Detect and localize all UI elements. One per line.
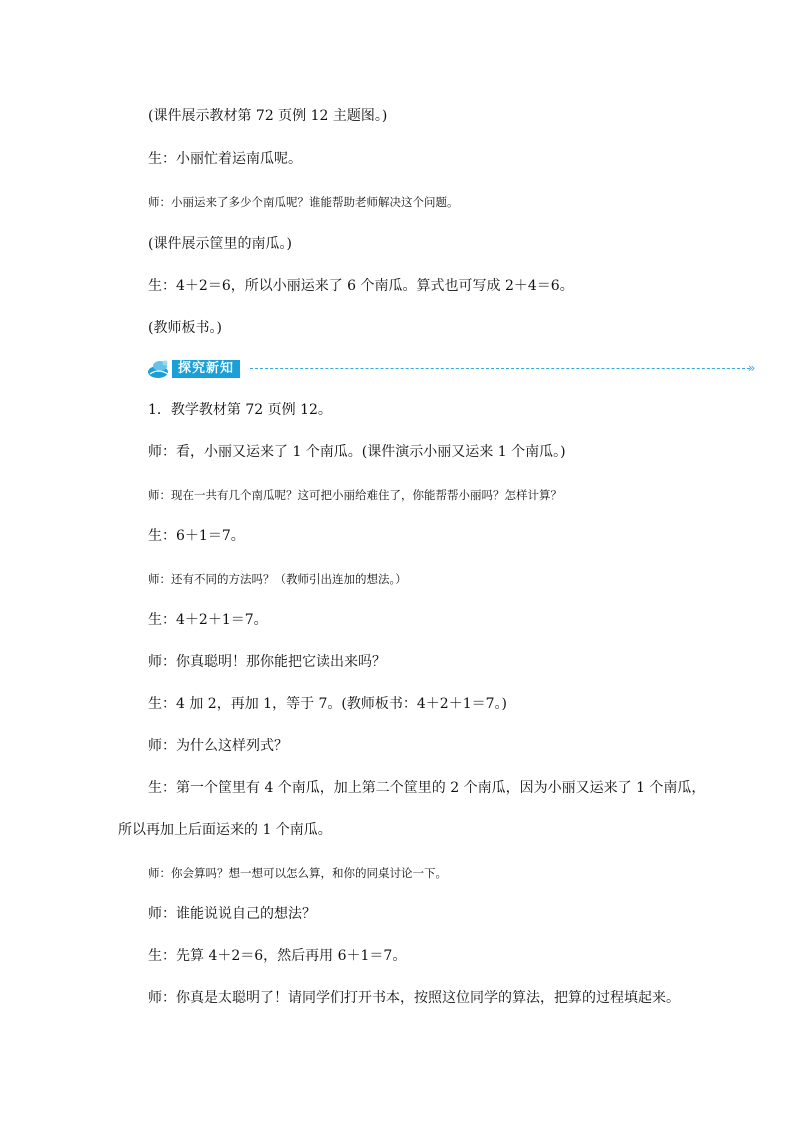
paragraph-teacher-how-many: 师：现在一共有几个南瓜呢？这可把小丽给难住了，你能帮帮小丽吗？怎样计算？ (148, 488, 562, 502)
paragraph-courseware-basket: (课件展示筐里的南瓜。) (148, 236, 292, 252)
paragraph-student-six-plus-one: 生：6＋1＝7。 (148, 528, 245, 544)
paragraph-teacher-ideas: 师：谁能说说自己的想法？ (148, 906, 316, 922)
paragraph-courseware-theme: (课件展示教材第 72 页例 12 主题图。) (148, 108, 388, 124)
paragraph-teacher-discuss: 师：你会算吗？想一想可以怎么算，和你的同桌讨论一下。 (148, 866, 447, 880)
paragraph-teacher-praise: 师：你真是太聪明了！请同学们打开书本，按照这位同学的算法，把算的过程填起来。 (148, 990, 680, 1006)
paragraph-student-explain: 生：第一个筐里有 4 个南瓜，加上第二个筐里的 2 个南瓜，因为小丽又运来了 1 个南瓜， (148, 780, 706, 796)
section-banner (146, 357, 756, 381)
section-divider (250, 368, 750, 369)
paragraph-teacher-why: 师：为什么这样列式？ (148, 738, 288, 754)
paragraph-student-answer: 生：小丽忙着运南瓜呢。 (148, 151, 302, 167)
paragraph-student-method: 生：先算 4＋2＝6，然后再用 6＋1＝7。 (148, 948, 407, 964)
paragraph-student-explain-cont: 所以再加上后面运来的 1 个南瓜。 (118, 822, 332, 838)
paragraph-student-read: 生：4 加 2，再加 1，等于 7。(教师板书：4＋2＋1＝7。) (148, 696, 507, 712)
paragraph-teacher-look: 师：看，小丽又运来了 1 个南瓜。(课件演示小丽又运来 1 个南瓜。) (148, 444, 566, 460)
paragraph-teacher-question: 师：小丽运来了多少个南瓜呢？谁能帮助老师解决这个问题。 (148, 195, 459, 209)
paragraph-heading-teaching: 1．教学教材第 72 页例 12。 (148, 402, 332, 418)
paragraph-student-equation: 生：4＋2＝6，所以小丽运来了 6 个南瓜。算式也可写成 2＋4＝6。 (148, 278, 574, 294)
paragraph-teacher-other-method: 师：还有不同的方法吗？（教师引出连加的想法。） (148, 572, 407, 586)
paragraph-teacher-read-it: 师：你真聪明！那你能把它读出来吗？ (148, 654, 386, 670)
paragraph-student-chain-add: 生：4＋2＋1＝7。 (148, 612, 268, 628)
paragraph-teacher-board: (教师板书。) (148, 320, 222, 336)
section-title: 探究新知 (172, 360, 240, 378)
explore-icon (146, 358, 172, 380)
double-chevron-right-icon: » (748, 361, 756, 375)
